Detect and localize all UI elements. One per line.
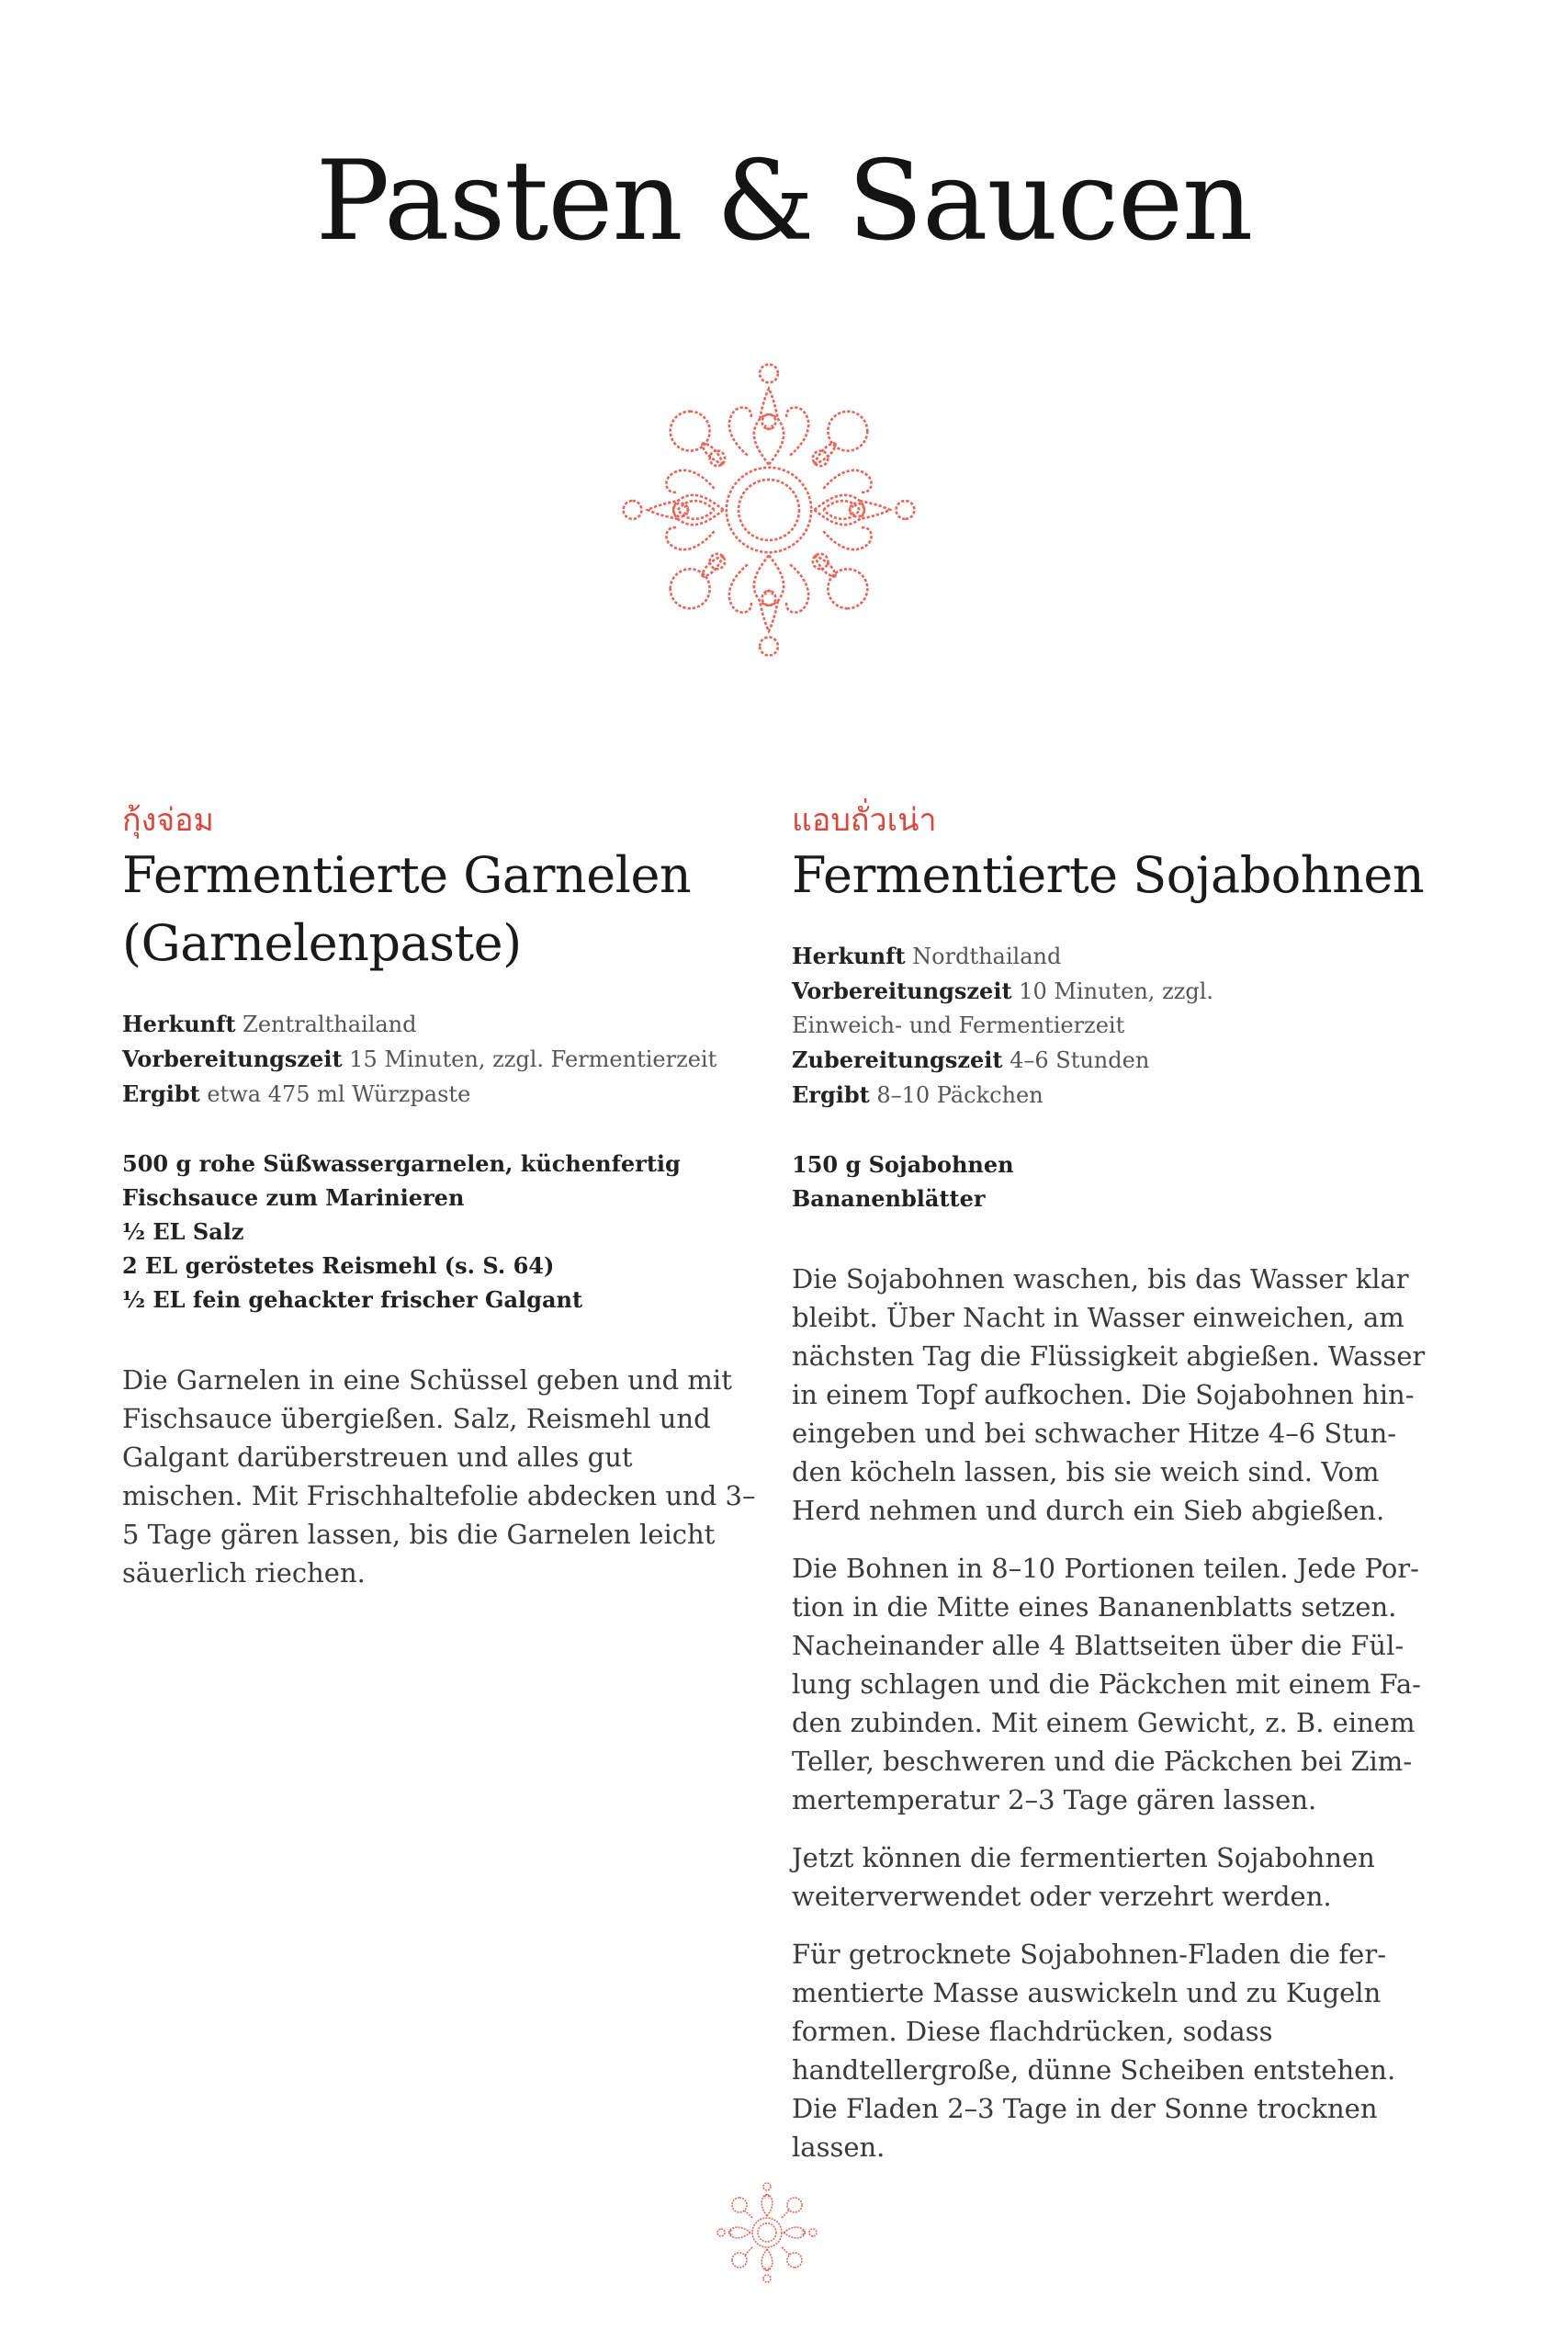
meta-value: Einweich- und Fermentierzeit: [792, 1012, 1125, 1038]
meta-label: Herkunft: [792, 943, 906, 969]
ingredient-item: 150 g Sojabohnen: [792, 1151, 1014, 1178]
meta-value: 8–10 Päckchen: [876, 1082, 1043, 1108]
recipe-title: [122, 842, 756, 978]
meta-value: 4–6 Stunden: [1010, 1047, 1150, 1073]
recipe-meta: [792, 939, 1426, 1113]
thai-flower-ornament-icon: [712, 2177, 822, 2288]
meta-label: Ergibt: [792, 1081, 870, 1108]
meta-value: 15 Minuten, zzgl. Fermentierzeit: [349, 1046, 717, 1072]
meta-value: Nordthailand: [912, 944, 1062, 969]
recipe-meta: [122, 1007, 756, 1112]
ingredient-item: 2 EL geröstetes Reismehl (s. S. 64): [122, 1252, 555, 1279]
ingredient-list: [792, 1148, 1426, 1216]
recipe-fermented-shrimp: [122, 799, 756, 1611]
thai-flower-ornament-icon: [617, 358, 920, 662]
recipe-title-line: (Garnelenpaste): [122, 914, 522, 972]
meta-cook-time: [792, 1043, 1426, 1078]
method-paragraph: Für getrocknete Sojabohnen-Fladen die fermentierte Masse auswickeln und zu Kugeln formen. Diese flachdrücken, sodass handtellergroße, dünne Scheiben entstehen. Die Fladen 2–3 Tage in der Sonne trocknen lassen.: [792, 1939, 1396, 2163]
meta-value: etwa 475 ml Würzpaste: [207, 1081, 471, 1107]
recipe-fermented-soybeans: [792, 799, 1426, 2186]
ingredient-list: [122, 1147, 756, 1317]
meta-yield: [792, 1078, 1426, 1113]
page-title: Pasten & Saucen: [315, 138, 1253, 266]
method-paragraph: Die Bohnen in 8–10 Portionen teilen. Jede Portion in die Mitte eines Bananenblatts setzen. Nacheinander alle 4 Blattseiten über die Füllung schlagen und die Päckchen mit einem Faden zubinden. Mit einem Gewicht, z. B. einem Teller, beschweren und die Päckchen bei Zimmertemperatur 2–3 Tage gären lassen.: [792, 1553, 1421, 1815]
method-text: [792, 1260, 1426, 2166]
thai-recipe-name: กุ้งจ่อม: [122, 802, 214, 839]
recipe-title-line: Fermentierte Garnelen: [122, 846, 692, 904]
meta-label: Vorbereitungszeit: [122, 1046, 343, 1072]
recipe-title-line: Fermentierte Sojabohnen: [792, 846, 1425, 904]
ingredient-item: ½ EL Salz: [122, 1218, 244, 1245]
meta-label: Ergibt: [122, 1080, 200, 1107]
ingredient-item: ½ EL fein gehackter frischer Galgant: [122, 1286, 583, 1313]
meta-yield: [122, 1077, 756, 1112]
meta-value: 10 Minuten, zzgl.: [1019, 978, 1214, 1004]
meta-prep-time: [792, 974, 1426, 1043]
meta-label: Herkunft: [122, 1011, 236, 1037]
ingredient-item: Fischsauce zum Marinieren: [122, 1184, 465, 1211]
thai-recipe-name: แอบถั่วเน่า: [792, 802, 937, 839]
method-paragraph: Jetzt können die fermentierten Sojabohnen weiterverwendet oder verzehrt werden.: [792, 1842, 1375, 1912]
meta-label: Zubereitungszeit: [792, 1046, 1003, 1073]
meta-origin: [792, 939, 1426, 974]
meta-value: Zentralthailand: [243, 1012, 417, 1037]
ingredient-item: Bananenblätter: [792, 1185, 986, 1212]
ingredient-item: 500 g rohe Süßwassergarnelen, küchenfertig: [122, 1150, 681, 1177]
meta-origin: [122, 1007, 756, 1042]
meta-prep-time: [122, 1042, 756, 1077]
meta-label: Vorbereitungszeit: [792, 978, 1012, 1004]
method-text: [122, 1361, 756, 1592]
method-paragraph: Die Garnelen in eine Schüssel geben und mit Fischsauce übergießen. Salz, Reismehl und Galgant darüberstreuen und alles gut mischen. Mit Frischhaltefolie abdecken und 3–5 Tage gären lassen, bis die Garnelen leicht säuerlich riechen.: [122, 1364, 756, 1589]
recipe-title: [792, 842, 1426, 910]
method-paragraph: Die Sojabohnen waschen, bis das Wasser klar bleibt. Über Nacht in Wasser einweichen, am nächsten Tag die Flüssigkeit abgießen. Wasser in einem Topf aufkochen. Die Sojabohnen hineingeben und bei schwacher Hitze 4–6 Stunden köcheln lassen, bis sie weich sind. Vom Herd nehmen und durch ein Sieb abgießen.: [792, 1263, 1426, 1526]
